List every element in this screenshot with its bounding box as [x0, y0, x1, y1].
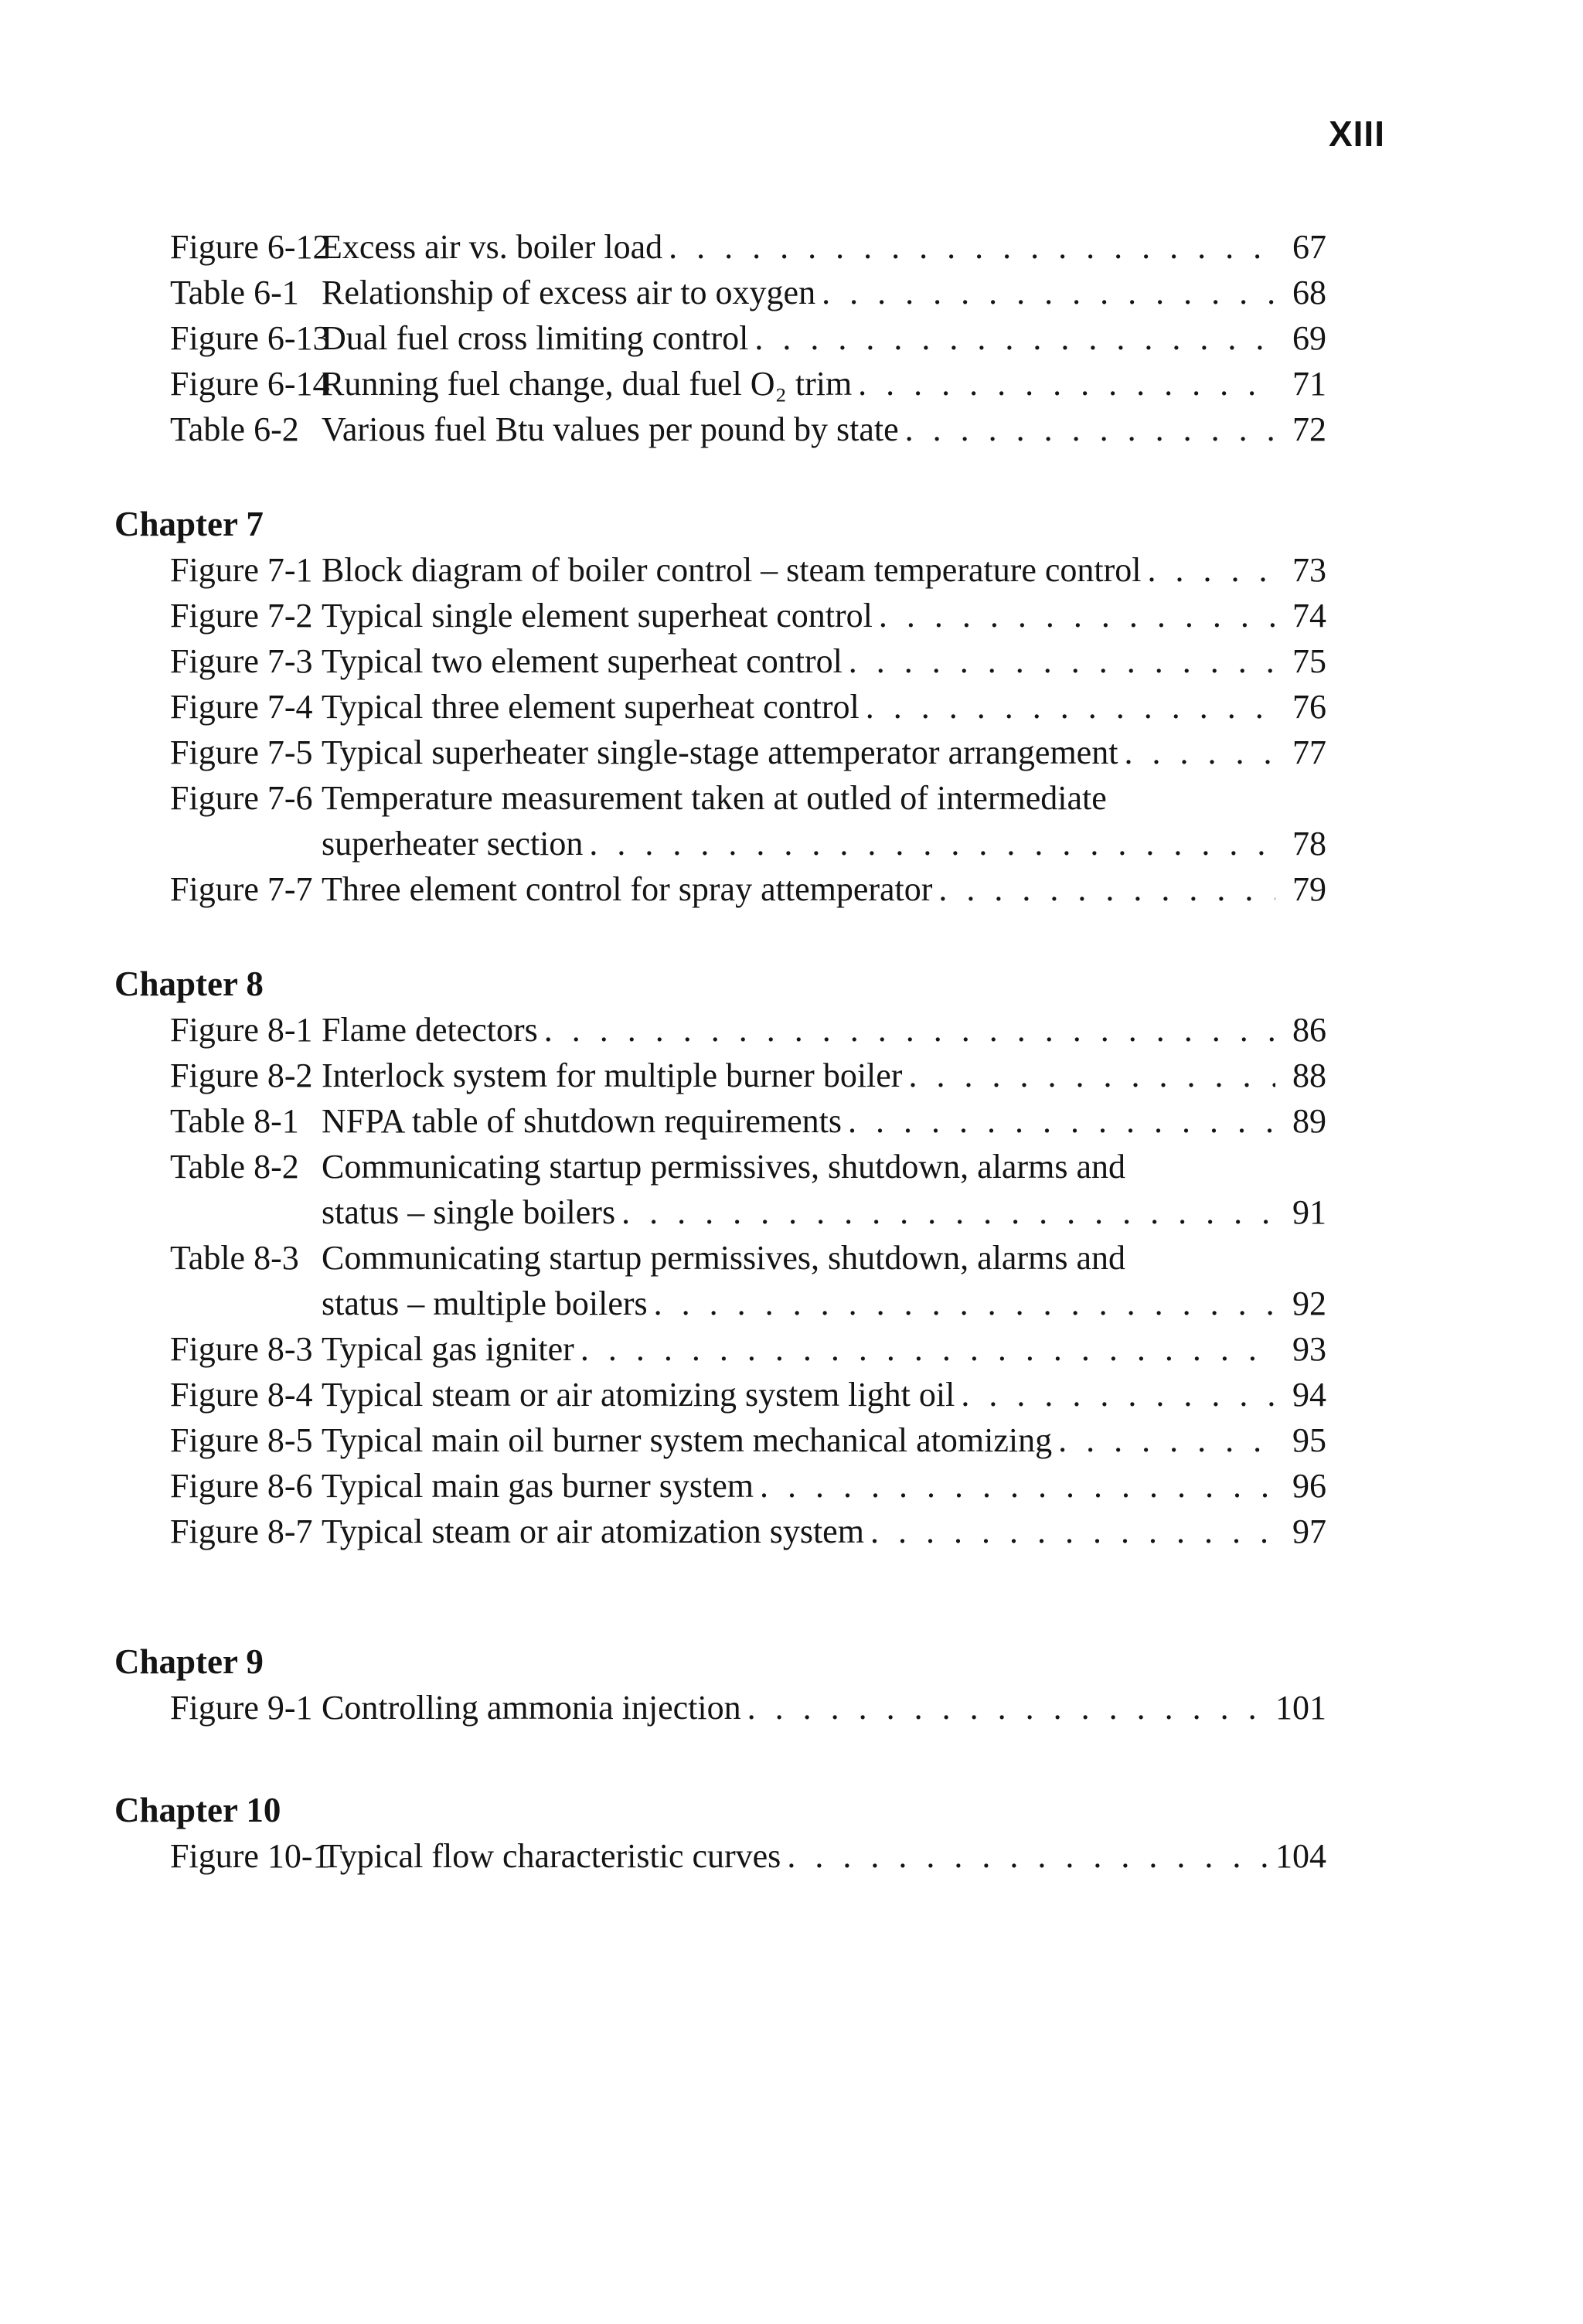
- entry-page-number: 74: [1292, 597, 1326, 635]
- entry-id: Figure 7-7: [170, 870, 313, 908]
- entry-id: Figure 8-7: [170, 1512, 313, 1550]
- toc-entry: [114, 407, 1382, 452]
- toc-entry: [114, 1463, 1382, 1509]
- toc-entry: [114, 361, 1382, 407]
- entry-id: Figure 9-1: [170, 1689, 313, 1727]
- entry-page-number: 76: [1292, 688, 1326, 726]
- entry-page-number: 71: [1292, 365, 1326, 403]
- dot-leader: [747, 1685, 1271, 1730]
- chapter-heading: Chapter 9: [114, 1642, 264, 1681]
- entry-page-number: 72: [1292, 410, 1326, 448]
- toc-section-chapter-10: [114, 1788, 1382, 1879]
- entry-page-number: 88: [1292, 1057, 1326, 1094]
- entry-id: Figure 7-5: [170, 733, 313, 771]
- toc-entry: [114, 684, 1382, 730]
- toc-entry: [114, 1685, 1382, 1730]
- entry-page-number: 73: [1292, 551, 1326, 589]
- dot-leader: [848, 1098, 1275, 1144]
- entry-page-number: 77: [1292, 733, 1326, 771]
- toc-entry: [114, 593, 1382, 638]
- entry-id: Table 6-2: [170, 410, 299, 448]
- entry-title-continued: superheater section: [322, 825, 584, 863]
- dot-leader: [908, 1053, 1275, 1098]
- entry-title: Controlling ammonia injection: [322, 1689, 741, 1727]
- entry-id: Figure 8-3: [170, 1330, 313, 1368]
- toc-entry: [114, 1326, 1382, 1372]
- entry-id: Figure 6-13: [170, 319, 330, 357]
- dot-leader: [1148, 547, 1275, 593]
- toc-entry: [114, 730, 1382, 775]
- entry-id: Figure 7-2: [170, 597, 313, 635]
- entry-title: Three element control for spray attemperator: [322, 870, 933, 908]
- entry-page-number: 78: [1292, 825, 1326, 863]
- entry-id: Table 8-2: [170, 1148, 299, 1186]
- entry-page-number: 95: [1292, 1421, 1326, 1459]
- entry-id: Figure 7-1: [170, 551, 313, 589]
- entry-title: Typical superheater single-stage attemperator arrangement: [322, 733, 1118, 771]
- entry-title: NFPA table of shutdown requirements: [322, 1102, 842, 1140]
- entry-id: Figure 6-12: [170, 228, 330, 266]
- toc-entry: [114, 866, 1382, 912]
- entry-id: Figure 7-4: [170, 688, 313, 726]
- toc-section-chapter-8: [114, 961, 1382, 1554]
- entry-title: Block diagram of boiler control – steam temperature control: [322, 551, 1142, 589]
- entry-title: Relationship of excess air to oxygen: [322, 274, 816, 311]
- dot-leader: [1058, 1417, 1275, 1463]
- entry-page-number: 67: [1292, 228, 1326, 266]
- dot-leader: [879, 593, 1275, 638]
- entry-id: Figure 8-1: [170, 1011, 313, 1049]
- entry-id: Figure 8-4: [170, 1376, 313, 1414]
- entry-title: Communicating startup permissives, shutdown, alarms and: [322, 1239, 1125, 1277]
- entry-id: Table 8-3: [170, 1239, 299, 1277]
- entry-id: Table 8-1: [170, 1102, 299, 1140]
- toc-section-chapter-9: [114, 1639, 1382, 1730]
- entry-page-number: 104: [1275, 1837, 1326, 1875]
- dot-leader: [961, 1372, 1275, 1417]
- dot-leader: [822, 270, 1275, 315]
- dot-leader: [870, 1509, 1275, 1554]
- dot-leader: [669, 224, 1275, 270]
- entry-title: Typical single element superheat control: [322, 597, 873, 635]
- toc-entry: [114, 775, 1382, 866]
- toc-entry: [114, 315, 1382, 361]
- dot-leader: [866, 684, 1275, 730]
- chapter-heading: Chapter 10: [114, 1791, 281, 1829]
- toc-entry: [114, 1833, 1382, 1879]
- chapter-heading: Chapter 7: [114, 505, 264, 543]
- entry-id: Figure 7-6: [170, 779, 313, 817]
- toc-section-chapter-7: [114, 502, 1382, 912]
- toc-entry: [114, 1509, 1382, 1554]
- entry-title: Various fuel Btu values per pound by state: [322, 410, 899, 448]
- dot-leader: [580, 1326, 1275, 1372]
- entry-title-continued: status – single boilers: [322, 1193, 616, 1231]
- dot-leader: [654, 1281, 1275, 1326]
- toc-entry: [114, 1372, 1382, 1417]
- entry-id: Figure 7-3: [170, 642, 313, 680]
- page-number: XIII: [1328, 114, 1385, 154]
- entry-title: Typical three element superheat control: [322, 688, 860, 726]
- dot-leader: [849, 638, 1275, 684]
- entry-page-number: 101: [1275, 1689, 1326, 1727]
- entry-id: Figure 8-2: [170, 1057, 313, 1094]
- toc-entry: [114, 1098, 1382, 1144]
- entry-page-number: 94: [1292, 1376, 1326, 1414]
- toc-entry: [114, 224, 1382, 270]
- entry-title: Typical two element superheat control: [322, 642, 843, 680]
- entry-title: Running fuel change, dual fuel O₂ trim: [322, 365, 853, 403]
- toc-entry: [114, 1235, 1382, 1326]
- chapter-heading: Chapter 8: [114, 965, 264, 1003]
- entry-page-number: 96: [1292, 1467, 1326, 1505]
- entry-title: Typical steam or air atomizing system light oil: [322, 1376, 955, 1414]
- entry-title: Typical steam or air atomization system: [322, 1512, 864, 1550]
- entry-page-number: 79: [1292, 870, 1326, 908]
- dot-leader: [905, 407, 1275, 452]
- toc-entry: [114, 638, 1382, 684]
- entry-page-number: 92: [1292, 1284, 1326, 1322]
- toc-entry: [114, 547, 1382, 593]
- entry-page-number: 69: [1292, 319, 1326, 357]
- entry-title: Typical main oil burner system mechanical atomizing: [322, 1421, 1053, 1459]
- entry-page-number: 93: [1292, 1330, 1326, 1368]
- dot-leader: [754, 315, 1275, 361]
- entry-id: Figure 8-5: [170, 1421, 313, 1459]
- toc-section-chapter-6: [114, 224, 1382, 452]
- toc-entry: [114, 1007, 1382, 1053]
- entry-title-continued: status – multiple boilers: [322, 1284, 648, 1322]
- entry-title: Excess air vs. boiler load: [322, 228, 663, 266]
- entry-page-number: 89: [1292, 1102, 1326, 1140]
- entry-id: Figure 8-6: [170, 1467, 313, 1505]
- entry-title: Typical flow characteristic curves: [322, 1837, 781, 1875]
- toc-entry: [114, 1417, 1382, 1463]
- dot-leader: [858, 361, 1275, 407]
- dot-leader: [1124, 730, 1275, 775]
- dot-leader: [787, 1833, 1271, 1879]
- entry-page-number: 68: [1292, 274, 1326, 311]
- entry-id: Figure 6-14: [170, 365, 330, 403]
- entry-page-number: 75: [1292, 642, 1326, 680]
- entry-title: Flame detectors: [322, 1011, 538, 1049]
- entry-title: Temperature measurement taken at outled of intermediate: [322, 779, 1107, 817]
- entry-title: Typical main gas burner system: [322, 1467, 754, 1505]
- toc-entry: [114, 1053, 1382, 1098]
- entry-title: Typical gas igniter: [322, 1330, 574, 1368]
- dot-leader: [589, 821, 1275, 866]
- entry-title: Dual fuel cross limiting control: [322, 319, 749, 357]
- entry-title: Interlock system for multiple burner boiler: [322, 1057, 903, 1094]
- dot-leader: [760, 1463, 1275, 1509]
- entry-page-number: 97: [1292, 1512, 1326, 1550]
- dot-leader: [544, 1007, 1275, 1053]
- entry-title: Communicating startup permissives, shutdown, alarms and: [322, 1148, 1125, 1186]
- entry-page-number: 91: [1292, 1193, 1326, 1231]
- entry-id: Table 6-1: [170, 274, 299, 311]
- dot-leader: [938, 866, 1275, 912]
- dot-leader: [621, 1189, 1275, 1235]
- toc-entry: [114, 1144, 1382, 1235]
- entry-page-number: 86: [1292, 1011, 1326, 1049]
- entry-id: Figure 10-1: [170, 1837, 330, 1875]
- list-of-figures-and-tables: [114, 224, 1382, 1879]
- toc-entry: [114, 270, 1382, 315]
